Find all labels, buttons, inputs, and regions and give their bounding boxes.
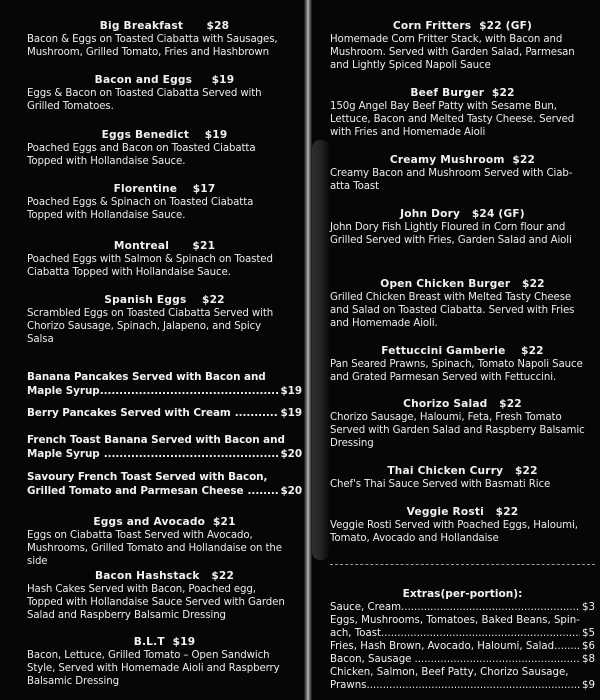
menu-item-john-dory bbox=[330, 208, 595, 247]
extras-line: Prawns ..... $9 bbox=[330, 679, 595, 692]
paper-smudge bbox=[312, 140, 330, 560]
menu-item-florentine bbox=[27, 183, 302, 222]
page-fold-divider bbox=[304, 0, 312, 700]
section-divider bbox=[330, 564, 595, 565]
dish-title: Florentine $17 bbox=[113, 183, 216, 195]
dish-description: Poached Eggs with Salmon & Spinach on Toasted Ciabatta Topped with Hollandaise Sauce. bbox=[27, 254, 273, 278]
dish-description: Creamy Bacon and Mushroom Served with Ciab- atta Toast bbox=[330, 168, 573, 192]
dish-description: Pan Seared Prawns, Spinach, Tomato Napoli Sauce and Grated Parmesan Served with Fettuccini. bbox=[330, 359, 583, 383]
item-line: Banana Pancakes Served with Bacon and bbox=[27, 371, 266, 383]
dish-title: Eggs and Avocado $21 bbox=[93, 516, 236, 528]
dish-title: Fettuccini Gamberie $22 bbox=[381, 345, 544, 357]
item-line: Savoury French Toast Served with Bacon, bbox=[27, 471, 268, 483]
dish-title: Thai Chicken Curry $22 bbox=[387, 465, 538, 477]
dish-title: Montreal $21 bbox=[113, 240, 216, 252]
dish-description: Chef's Thai Sauce Served with Basmati Rice bbox=[330, 479, 551, 490]
menu-item-bacon-and-eggs bbox=[27, 74, 302, 113]
extras-line: Chicken, Salmon, Beef Patty, Chorizo Sausage, bbox=[330, 667, 569, 678]
menu-item-french-toast-banana bbox=[27, 433, 302, 461]
dish-description: Bacon & Eggs on Toasted Ciabatta with Sausages, Mushroom, Grilled Tomato, Fries and Hashbrown bbox=[27, 34, 278, 58]
menu-item-montreal bbox=[27, 240, 302, 279]
dish-description: Poached Eggs & Spinach on Toasted Ciabatta Topped with Hollandaise Sauce. bbox=[27, 197, 254, 221]
dish-description: Eggs & Bacon on Toasted Ciabatta Served with Grilled Tomatoes. bbox=[27, 88, 262, 112]
extras-line: ach, Toast ..... $5 bbox=[330, 627, 595, 640]
dish-description: Veggie Rosti Served with Poached Eggs, Haloumi, Tomato, Avocado and Hollandaise bbox=[330, 520, 578, 544]
item-price-line: Berry Pancakes Served with Cream ..... $19 bbox=[27, 406, 302, 420]
menu-item-fettuccini-gamberie bbox=[330, 345, 595, 384]
menu-item-eggs-benedict bbox=[27, 129, 302, 168]
dish-description: Grilled Chicken Breast with Melted Tasty Cheese and Salad on Toasted Ciabatta. Served with Fries and Homemade Aioli. bbox=[330, 292, 575, 329]
extras-line: Fries, Hash Brown, Avocado, Haloumi, Salad ..... $6 bbox=[330, 640, 595, 653]
dish-title: Creamy Mushroom $22 bbox=[389, 154, 536, 166]
dish-title: Veggie Rosti $22 bbox=[406, 506, 519, 518]
menu-item-big-breakfast bbox=[27, 20, 302, 59]
item-price-line: Maple Syrup ..... $20 bbox=[27, 447, 302, 461]
menu-item-beef-burger bbox=[330, 87, 595, 139]
menu-item-savoury-french-toast bbox=[27, 470, 302, 498]
dish-description: Bacon, Lettuce, Grilled Tomato – Open Sandwich Style, Served with Homemade Aioli and Raspberry Balsamic Dressing bbox=[27, 650, 280, 687]
menu-item-open-chicken-burger bbox=[330, 278, 595, 330]
dish-title: Open Chicken Burger $22 bbox=[380, 278, 545, 290]
extras-line: Bacon, Sausage ..... $8 bbox=[330, 653, 595, 666]
menu-item-eggs-and-avocado bbox=[27, 516, 302, 568]
extras-line: Eggs, Mushrooms, Tomatoes, Baked Beans, Spin- bbox=[330, 615, 580, 626]
dish-description: Homemade Corn Fritter Stack, with Bacon and Mushroom. Served with Garden Salad, Parmesan and Lightly Spiced Napoli Sauce bbox=[330, 34, 575, 71]
menu-item-veggie-rosti bbox=[330, 506, 595, 545]
dish-title: John Dory $24 (GF) bbox=[400, 208, 525, 220]
dish-title: Spanish Eggs $22 bbox=[104, 294, 225, 306]
extras-line: Sauce, Cream ..... $3 bbox=[330, 601, 595, 614]
dish-description: 150g Angel Bay Beef Patty with Sesame Bun, Lettuce, Bacon and Melted Tasty Cheese. Served with Fries and Homemade Aioli bbox=[330, 101, 575, 138]
dish-title: Chorizo Salad $22 bbox=[403, 398, 522, 410]
item-price-line: Maple Syrup ..... $19 bbox=[27, 384, 302, 398]
dish-title: Corn Fritters $22 (GF) bbox=[392, 20, 533, 32]
menu-item-creamy-mushroom bbox=[330, 154, 595, 193]
dish-title: Eggs Benedict $19 bbox=[101, 129, 228, 141]
dish-description: Poached Eggs and Bacon on Toasted Ciabatta Topped with Hollandaise Sauce. bbox=[27, 143, 256, 167]
menu-item-chorizo-salad bbox=[330, 398, 595, 450]
menu-item-blt bbox=[27, 636, 302, 688]
menu-item-spanish-eggs bbox=[27, 294, 302, 346]
menu-item-bacon-hashstack bbox=[27, 570, 302, 622]
item-price-line: Grilled Tomato and Parmesan Cheese ..... $20 bbox=[27, 484, 302, 498]
item-line: French Toast Banana Served with Bacon and bbox=[27, 434, 285, 446]
menu-item-thai-chicken-curry bbox=[330, 465, 595, 491]
dish-description: Eggs on Ciabatta Toast Served with Avocado, Mushrooms, Grilled Tomato and Hollandaise on the side bbox=[27, 530, 282, 567]
menu-item-berry-pancakes bbox=[27, 406, 302, 420]
dish-title: Big Breakfast $28 bbox=[99, 20, 230, 32]
dish-title: Bacon and Eggs $19 bbox=[94, 74, 235, 86]
menu-item-banana-pancakes bbox=[27, 370, 302, 398]
dish-description: John Dory Fish Lightly Floured in Corn flour and Grilled Served with Fries, Garden Salad and Aioli bbox=[330, 222, 572, 246]
extras-section bbox=[330, 588, 595, 692]
dish-description: Scrambled Eggs on Toasted Ciabatta Served with Chorizo Sausage, Spinach, Jalapeno, and Spicy Salsa bbox=[27, 308, 274, 345]
dish-description: Chorizo Sausage, Haloumi, Feta, Fresh Tomato Served with Garden Salad and Raspberry Balsamic Dressing bbox=[330, 412, 585, 449]
dish-title: Bacon Hashstack $22 bbox=[94, 570, 235, 582]
dish-title: Beef Burger $22 bbox=[410, 87, 515, 99]
menu-item-corn-fritters bbox=[330, 20, 595, 72]
extras-title: Extras(per-portion): bbox=[402, 588, 523, 600]
dish-title: B.L.T $19 bbox=[133, 636, 196, 648]
dish-description: Hash Cakes Served with Bacon, Poached egg, Topped with Hollandaise Sauce Served with Garden Salad and Raspberry Balsamic Dressing bbox=[27, 584, 285, 621]
